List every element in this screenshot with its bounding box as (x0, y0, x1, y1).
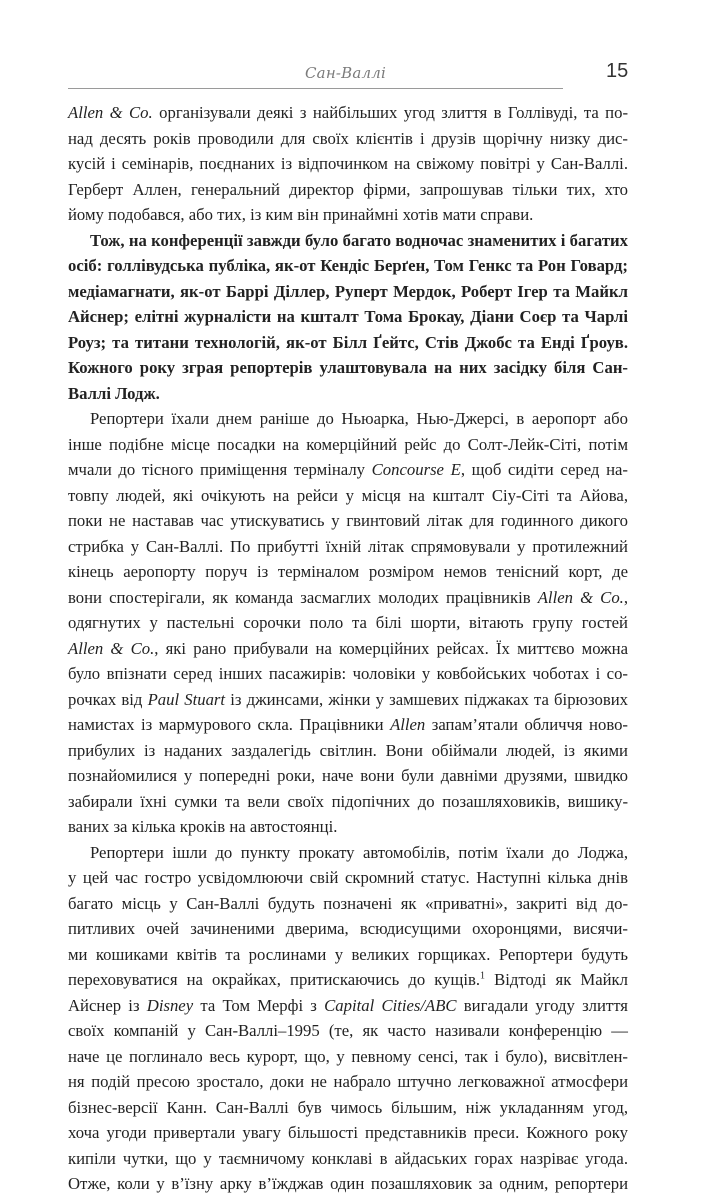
text-segment: Allen & Co. (68, 103, 153, 122)
text-line (68, 967, 628, 993)
text-line (68, 993, 628, 1019)
text-segment: Concourse E (371, 460, 461, 479)
text-line (68, 100, 628, 126)
text-line (68, 432, 628, 458)
text-segment: , (623, 587, 629, 607)
text-segment: було впізнати серед інших пасажирів: чоловіки у ковбойських чоботах і со- (68, 664, 628, 683)
text-segment: Репортери їхали днем раніше до Ньюарка, Нью-Джерсі, в аеропорт або (90, 409, 628, 428)
text-line (68, 355, 628, 381)
text-line (68, 381, 628, 407)
text-segment: одягнутих у пастельні сорочки поло та білі шорти, вітають групу гостей (68, 613, 628, 632)
text-line (68, 738, 628, 764)
text-line (68, 585, 628, 611)
text-line (68, 177, 628, 203)
text-line (68, 840, 628, 866)
text-line (68, 636, 628, 662)
text-line (68, 891, 628, 917)
text-segment: Валлі Лодж. (68, 383, 160, 403)
text-line (68, 457, 628, 483)
text-segment: йому подобався, або тих, із ким він принаймні хотів мати справи. (68, 205, 534, 224)
text-segment: медіамагнати, як-от Баррі Діллер, Руперт Мердок, Роберт Ігер та Майкл (68, 281, 628, 301)
text-segment: стрибка у Сан-Валлі. По прибутті їхній літак спрямовували у протилежний (68, 536, 628, 556)
text-segment: ня подій пресою зростало, доки не набрало штучно легковажної атмосфери (68, 1072, 628, 1091)
text-segment: Герберт Аллен, генеральний директор фірми, запрошував тільки тих, хто (68, 179, 628, 199)
text-segment: , які рано прибували на комерційних рейсах. Їх миттєво можна (154, 638, 628, 658)
text-line (68, 942, 628, 968)
text-segment: кипіли чутки, що у таємничому конклаві в айдаських горах назріває угода. (68, 1148, 628, 1168)
text-segment: кусій і семінарів, поєднаних із відпочинком на свіжому повітрі у Сан-Валлі. (68, 154, 628, 173)
text-segment: Capital Cities/ABC (324, 995, 457, 1015)
text-segment: Репортери ішли до пункту прокату автомобілів, потім їхали до Лоджа, (90, 842, 628, 862)
text-line (68, 330, 628, 356)
text-segment: забирали їхні сумки та вели своїх підопічних до позашляховиків, вишику- (68, 791, 628, 811)
text-line (68, 661, 628, 687)
text-line (68, 1069, 628, 1095)
text-line (68, 789, 628, 815)
text-segment: кінець аеропорту поруч із терміналом розміром немов тенісний корт, де (68, 562, 628, 581)
text-segment: познайомилися у попередні роки, наче вони були давніми друзями, швидко (68, 766, 628, 785)
text-segment: своїх компаній у Сан-Валлі–1995 (те, як часто називали конференцію — (68, 1021, 628, 1040)
footnote-marker[interactable]: 1 (480, 970, 486, 982)
text-line (68, 916, 628, 942)
text-line (68, 304, 628, 330)
text-segment: прибулих із наданих заздалегідь світлин. Вони обіймали людей, із якими (68, 740, 628, 760)
text-segment: наче це поглинало весь курорт, що, у певному сенсі, так і було), висвітлен- (68, 1046, 628, 1066)
text-segment: ваних за кілька кроків на автостоянці. (68, 817, 338, 836)
text-segment: та Том Мерфі з (193, 995, 325, 1015)
text-segment: із джинсами, жінки у замшевих піджаках та бірюзових (225, 689, 628, 709)
header-divider (68, 88, 563, 89)
text-segment: організували деякі з найбільших угод злиття в Голлівуді, та по- (152, 103, 628, 122)
text-segment: запам’ятали обличчя ново- (425, 715, 628, 734)
text-line (68, 865, 628, 891)
text-segment: Айснер із (68, 995, 147, 1015)
text-segment: осіб: голлівудська публіка, як-от Кендіс Берґен, Том Генкс та Рон Говард; (68, 256, 628, 275)
text-line (68, 483, 628, 509)
text-line (68, 610, 628, 636)
text-segment: поки не наставав час утискуватись у гвинтовий літак для годинного дикого (68, 511, 628, 530)
body-text (68, 100, 628, 1197)
text-segment: ми кошиками квітів та рослинами у великих горщиках. Репортери будуть (68, 944, 628, 964)
text-segment: Allen & Co. (68, 638, 155, 658)
text-line (68, 687, 628, 713)
text-segment: бізнес-версії Канн. Сан-Валлі був чимось більшим, ніж укладанням угод, (68, 1097, 628, 1117)
text-segment: Allen & Co. (537, 587, 624, 607)
text-segment: рочках від (68, 689, 148, 709)
text-segment: Кожного року зграя репортерів улаштовувала на них засідку біля Сан- (68, 358, 628, 377)
text-segment: Відтоді як Майкл (485, 970, 628, 989)
text-line (68, 202, 628, 228)
text-segment: переховуватися на окрайках, притискаючись до кущів. (68, 970, 481, 989)
text-line (68, 712, 628, 738)
text-segment: багато місць у Сан-Валлі будуть позначені як «приватні», закриті від до- (68, 893, 628, 913)
text-line (68, 814, 628, 840)
text-segment: , щоб сидіти серед на- (460, 460, 628, 479)
page-number: 15 (606, 60, 629, 82)
text-line (68, 253, 628, 279)
text-line (68, 1095, 628, 1121)
text-segment: Отже, коли у в’їзну арку в’їжджав один позашляховик за одним, репортери (68, 1174, 628, 1193)
text-line (68, 126, 628, 152)
text-line (68, 228, 628, 254)
text-line (68, 559, 628, 585)
text-segment: у цей час гостро усвідомлюючи свій скромний статус. Наступні кілька днів (68, 868, 628, 887)
text-segment: Тож, на конференції завжди було багато водночас знаменитих і багатих (90, 230, 628, 250)
running-header-title: Сан-Валлі (305, 64, 387, 82)
text-segment: товпу людей, які очікують на рейси у місця на кшталт Сіу-Сіті та Айова, (68, 485, 628, 505)
text-line (68, 1018, 628, 1044)
text-line (68, 763, 628, 789)
text-line (68, 508, 628, 534)
text-segment: Allen (390, 715, 426, 734)
text-segment: намистах із мармурового скла. Працівники (68, 715, 391, 734)
text-line (68, 406, 628, 432)
text-segment: мчали до тісного приміщення терміналу (68, 460, 372, 479)
text-segment: хоча угоди привертали увагу більшості представників преси. Кожного року (68, 1123, 628, 1142)
text-line (68, 1044, 628, 1070)
text-segment: вони спостерігали, як команда засмаглих молодих працівників (68, 587, 538, 607)
text-line (68, 1146, 628, 1172)
text-segment: Disney (146, 995, 194, 1015)
text-segment: над десять років проводили для своїх клієнтів і друзів щорічну низку дис- (68, 128, 628, 148)
text-segment: інше подібне місце посадки на комерційний рейс до Солт-Лейк-Сіті, потім (68, 434, 628, 454)
text-segment: вигадали угоду злиття (456, 995, 628, 1015)
text-line (68, 1171, 628, 1197)
text-line (68, 1120, 628, 1146)
text-segment: Айснер; елітні журналісти на кшталт Тома Брокау, Діани Соєр та Чарлі (68, 307, 628, 326)
text-segment: Paul Stuart (147, 689, 226, 709)
text-line (68, 534, 628, 560)
text-segment: Роуз; та титани технологій, як-от Білл Ґейтс, Стів Джобс та Енді Ґроув. (68, 332, 628, 352)
text-segment: питливих очей зачиненими дверима, всюдисущими охоронцями, висячи- (68, 919, 628, 938)
text-line (68, 151, 628, 177)
text-line (68, 279, 628, 305)
